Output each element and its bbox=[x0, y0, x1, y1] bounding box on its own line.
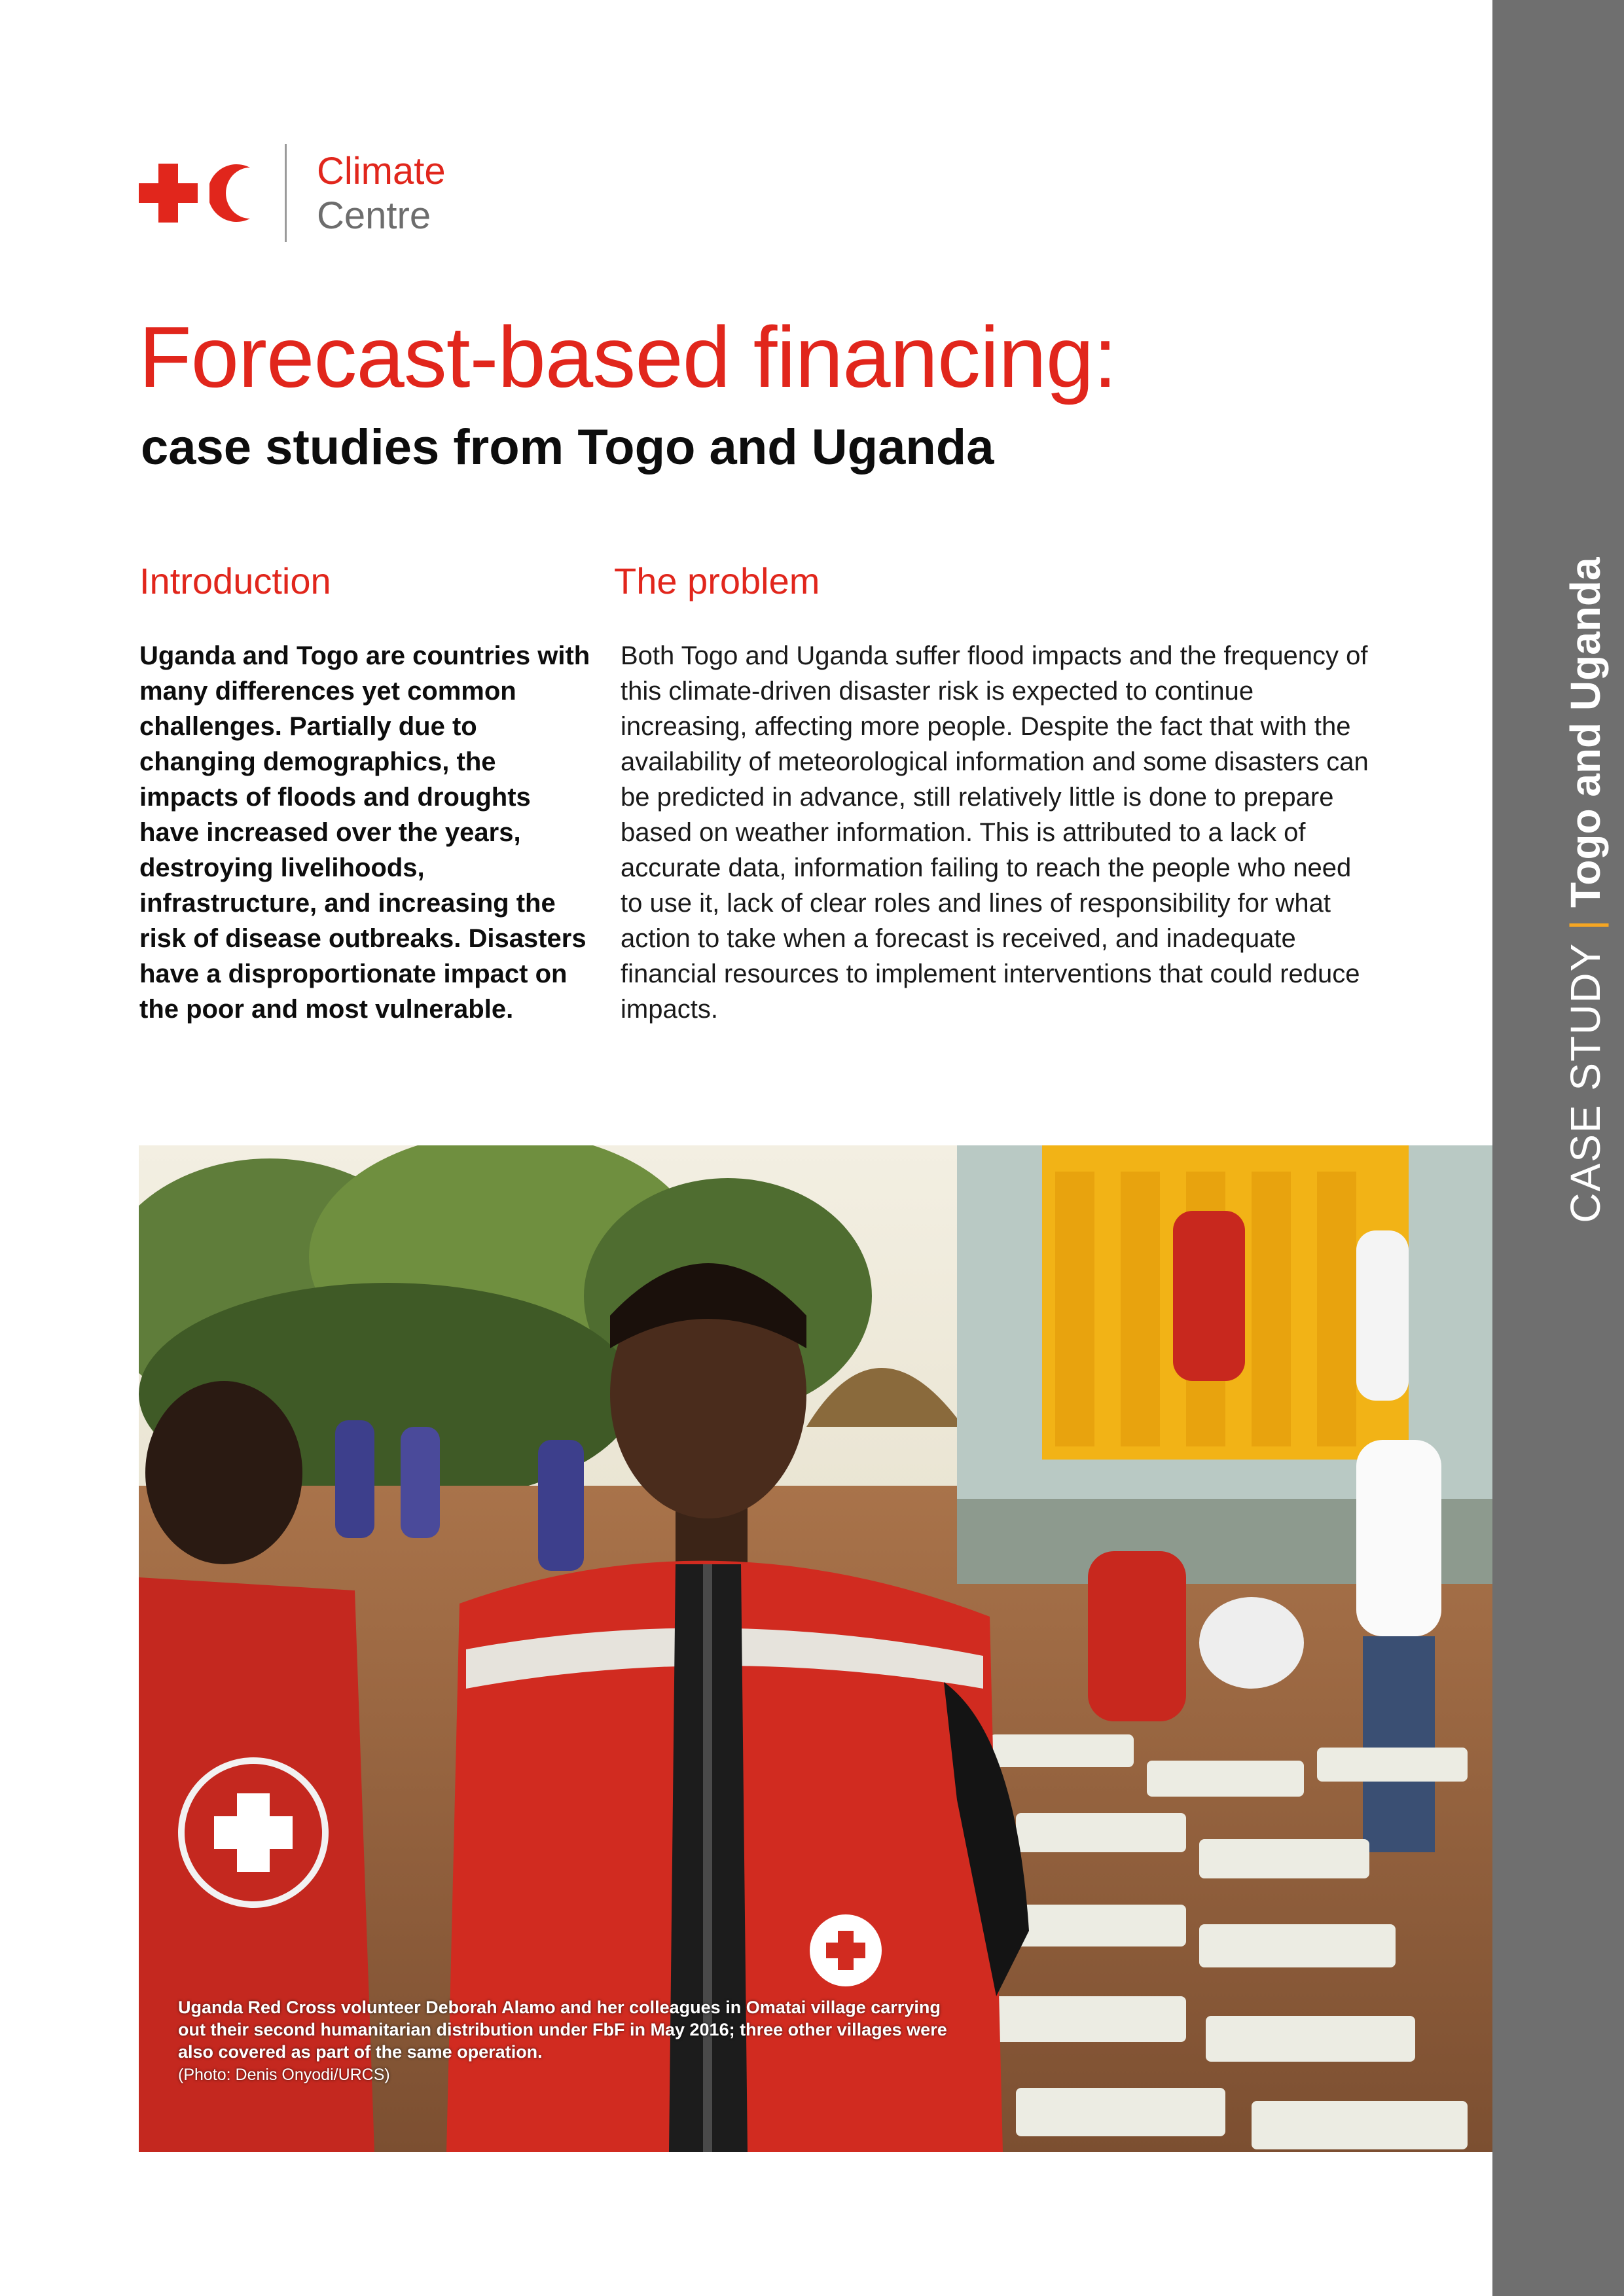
page-subtitle: case studies from Togo and Uganda bbox=[141, 420, 994, 475]
logo-divider bbox=[285, 144, 287, 242]
sidebar-separator: | bbox=[1562, 920, 1609, 931]
page-title: Forecast-based financing: bbox=[139, 309, 1117, 405]
red-crescent-icon bbox=[209, 164, 262, 223]
case-study-topic: Togo and Uganda bbox=[1562, 557, 1609, 908]
problem-text: Both Togo and Uganda suffer flood impacts and the frequency of this climate-driven disaster risk is expected to continue increasing, affecting more people. Despite the fact that with the availability of meteorological information and some disasters can be predicted in advance, still relatively little is done to prepare based on weather information. This is attributed to a lack of accurate data, information failing to reach the people who need to use it, lack of clear roles and lines of responsibility for what action to take when a forecast is received, and inadequate financial resources to implement interventions that could reduce impacts. bbox=[621, 641, 1369, 1024]
photo-caption bbox=[178, 1996, 964, 2086]
logo-text-centre: Centre bbox=[317, 194, 431, 237]
photo-credit: (Photo: Denis Onyodi/URCS) bbox=[178, 2066, 390, 2084]
photo-caption-text: Uganda Red Cross volunteer Deborah Alamo and her colleagues in Omatai village carrying out their second humanitarian distribution under FbF in May 2016; three other villages were also covered as part of the same operation. bbox=[178, 1998, 947, 2062]
logo-text-climate: Climate bbox=[317, 150, 446, 192]
red-cross-icon bbox=[139, 164, 198, 223]
introduction-heading: Introduction bbox=[139, 560, 331, 601]
sidebar-case-study-label bbox=[1562, 557, 1609, 1223]
introduction-text: Uganda and Togo are countries with many differences yet common challenges. Partially due to changing demographics, the impacts of floods and droughts have increased over the years, destroying livelihoods, infrastructure, and increasing the risk of disease outbreaks. Disasters have a disproportionate impact on the poor and most vulnerable. bbox=[139, 641, 590, 1024]
case-study-label: CASE STUDY bbox=[1562, 942, 1609, 1223]
problem-heading: The problem bbox=[614, 560, 820, 601]
volunteer-photo bbox=[139, 1145, 1492, 2152]
